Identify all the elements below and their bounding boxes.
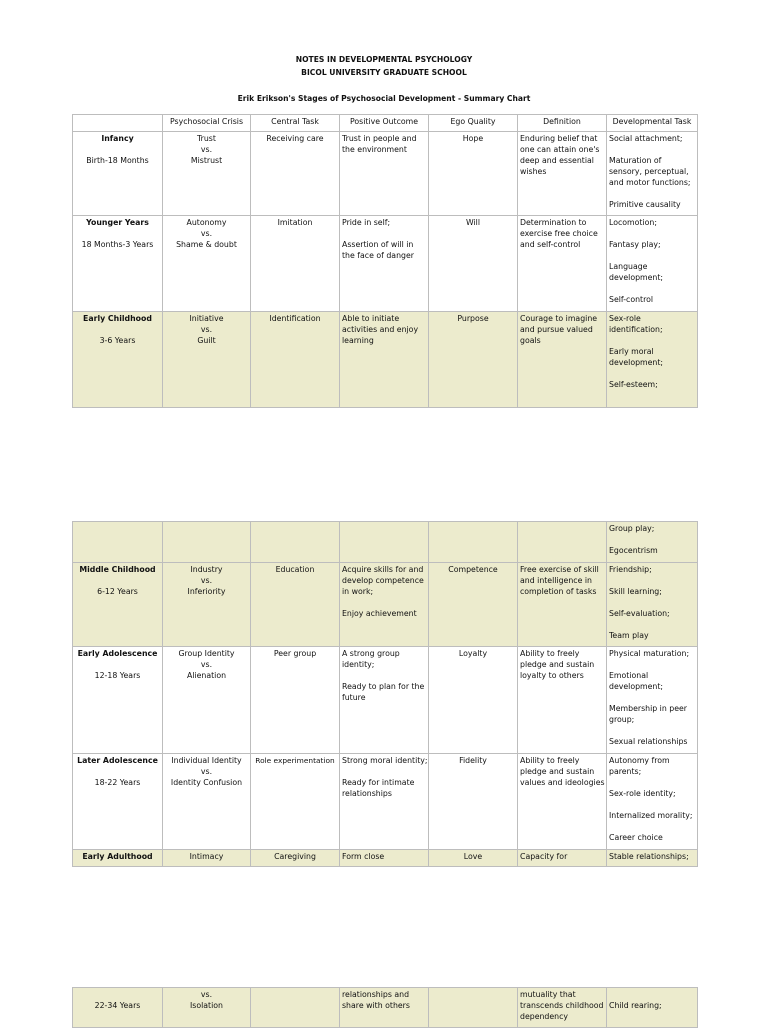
table-row [73,216,698,312]
developmental-task-cell [607,216,698,312]
crisis-positive: Industry [190,565,223,574]
crisis-cell [163,754,251,850]
crisis-cell: Intimacy [163,850,251,867]
task-line: Sexual relationships [609,737,688,746]
central-task-cell: Education [251,563,340,647]
outcome-line: Trust in people and [342,134,417,143]
definition-cell [518,988,607,1028]
developmental-task-cell [607,522,698,563]
stage-cell [73,647,163,754]
crisis-cell [163,216,251,312]
stage-cell [73,522,163,563]
crisis-vs: vs. [200,660,213,669]
ego-quality-cell [429,522,518,563]
outcome-line: Acquire skills for and [342,565,424,574]
crisis-vs: vs. [200,229,213,238]
table-row [73,132,698,216]
definition-line: and pursue valued [520,325,593,334]
ego-quality-cell: Competence [429,563,518,647]
outcome-cell [340,216,429,312]
stage-name: Early Adulthood [82,852,153,861]
stage-cell [73,754,163,850]
task-line: Self-control [609,295,654,304]
crisis-negative: Identity Confusion [170,778,243,787]
crisis-vs: vs. [200,767,213,776]
crisis-positive: Initiative [189,314,224,323]
outcome-cell [340,754,429,850]
definition-cell [518,563,607,647]
task-line: Primitive causality [609,200,681,209]
crisis-vs: vs. [200,990,213,999]
task-line: Maturation of [609,156,662,165]
table-row [73,563,698,647]
definition-line: values and ideologies [520,778,605,787]
definition-line: pledge and sustain [520,660,595,669]
definition-line: deep and essential [520,156,594,165]
central-task-cell: Imitation [251,216,340,312]
task-line: Emotional [609,671,649,680]
table-row-continued [73,522,698,563]
crisis-vs: vs. [200,325,213,334]
central-task-cell: Role experimentation [251,754,340,850]
crisis-cell [163,647,251,754]
task-line: Career choice [609,833,663,842]
definition-cell [518,754,607,850]
definition-line: wishes [520,167,547,176]
outcome-line: future [342,693,366,702]
definition-line: and self-control [520,240,581,249]
definition-line: Free exercise of skill [520,565,599,574]
definition-cell [518,522,607,563]
crisis-cell [163,563,251,647]
header-positive-outcome: Positive Outcome [340,115,429,132]
outcome-line: develop competence [342,576,424,585]
definition-line: one can attain one's [520,145,600,154]
definition-line: goals [520,336,541,345]
definition-line: exercise free choice [520,229,598,238]
central-task-cell: Peer group [251,647,340,754]
outcome-line: learning [342,336,374,345]
definition-line: dependency [520,1012,569,1021]
stage-age: 18-22 Years [94,778,141,787]
developmental-task-cell [607,312,698,408]
outcome-line: the face of danger [342,251,414,260]
crisis-negative: Guilt [197,336,216,345]
outcome-line: identity; [342,660,375,669]
outcome-cell [340,563,429,647]
task-line: Egocentrism [609,546,658,555]
outcome-cell [340,132,429,216]
outcome-cell [340,988,429,1028]
crisis-cell [163,312,251,408]
stage-name: Later Adolescence [77,756,158,765]
table-row [73,647,698,754]
crisis-vs: vs. [200,576,213,585]
stage-cell [73,216,163,312]
stage-age: 3-6 Years [99,336,136,345]
central-task-cell [251,522,340,563]
task-line: sensory, perceptual, [609,167,689,176]
outcome-line: Ready for intimate [342,778,415,787]
ego-quality-cell: Will [429,216,518,312]
crisis-negative: Inferiority [187,587,226,596]
task-line: Child rearing; [609,1001,662,1010]
crisis-cell [163,522,251,563]
task-line: identification; [609,325,663,334]
task-line: Team play [609,631,649,640]
task-line: development; [609,682,664,691]
erikson-table-part-2 [72,521,698,867]
header-definition: Definition [518,115,607,132]
task-line: Internalized morality; [609,811,693,820]
definition-line: mutuality that [520,990,576,999]
task-line: and motor functions; [609,178,691,187]
crisis-negative: Mistrust [190,156,223,165]
header-stage [73,115,163,132]
table-row [73,312,698,408]
developmental-task-cell [607,754,698,850]
task-line: development; [609,273,664,282]
erikson-table-part-1 [72,114,698,408]
task-line: Physical maturation; [609,649,690,658]
definition-line: transcends childhood [520,1001,604,1010]
crisis-vs: vs. [200,145,213,154]
outcome-line: A strong group [342,649,400,658]
outcome-line: relationships [342,789,392,798]
stage-name: Younger Years [86,218,149,227]
crisis-negative: Isolation [189,1001,223,1010]
stage-age: 12-18 Years [94,671,141,680]
central-task-cell [251,988,340,1028]
stage-age: Birth-18 Months [86,156,149,165]
outcome-line: the environment [342,145,407,154]
doc-title-line-1: NOTES IN DEVELOPMENTAL PSYCHOLOGY [295,55,473,64]
outcome-line: activities and enjoy [342,325,419,334]
outcome-line: Able to initiate [342,314,400,323]
central-task-cell: Identification [251,312,340,408]
developmental-task-cell: Stable relationships; [607,850,698,867]
definition-line: pledge and sustain [520,767,595,776]
task-line: Autonomy from [609,756,670,765]
crisis-negative: Shame & doubt [176,240,237,249]
stage-cell [73,988,163,1028]
task-line: Skill learning; [609,587,662,596]
definition-cell [518,132,607,216]
table-row [73,850,698,867]
table-row [73,754,698,850]
chart-title: Erik Erikson's Stages of Psychosocial Development - Summary Chart [237,94,531,103]
crisis-negative: Alienation [186,671,227,680]
stage-cell [73,312,163,408]
stage-name: Early Adolescence [77,649,158,658]
outcome-line: relationships and [342,990,410,999]
outcome-cell [340,522,429,563]
table-header-row [73,115,698,132]
task-line: Sex-role [609,314,641,323]
outcome-line: Assertion of will in [342,240,414,249]
definition-line: Ability to freely [520,649,580,658]
crisis-positive: Trust [197,134,216,143]
ego-quality-cell: Love [429,850,518,867]
definition-cell [518,647,607,754]
definition-line: Enduring belief that [520,134,598,143]
stage-name: Early Childhood [83,314,152,323]
doc-title-line-2: BICOL UNIVERSITY GRADUATE SCHOOL [301,68,467,77]
definition-cell: Capacity for [518,850,607,867]
outcome-cell [340,312,429,408]
definition-line: loyalty to others [520,671,584,680]
ego-quality-cell: Fidelity [429,754,518,850]
outcome-cell [340,647,429,754]
stage-age: 18 Months-3 Years [81,240,154,249]
task-line: Membership in peer [609,704,688,713]
task-line: Group play; [609,524,655,533]
stage-cell [73,132,163,216]
header-crisis: Psychosocial Crisis [163,115,251,132]
task-line: Fantasy play; [609,240,661,249]
central-task-cell: Receiving care [251,132,340,216]
task-line: Self-esteem; [609,380,658,389]
stage-age: 22-34 Years [94,1001,141,1010]
task-line: development; [609,358,664,367]
central-task-cell: Caregiving [251,850,340,867]
definition-line: Ability to freely [520,756,580,765]
crisis-positive: Group Identity [178,649,235,658]
header-ego-quality: Ego Quality [429,115,518,132]
task-line: Sex-role identity; [609,789,676,798]
task-line: Locomotion; [609,218,657,227]
stage-age: 6-12 Years [97,587,138,596]
developmental-task-cell [607,988,698,1028]
erikson-table-part-3 [72,987,698,1028]
outcome-line: Enjoy achievement [342,609,417,618]
outcome-line: in work; [342,587,374,596]
crisis-positive: Individual Identity [171,756,242,765]
stage-cell [73,563,163,647]
ego-quality-cell: Purpose [429,312,518,408]
crisis-cell [163,132,251,216]
definition-line: Determination to [520,218,587,227]
header-developmental-task: Developmental Task [607,115,698,132]
developmental-task-cell [607,563,698,647]
stage-cell [73,850,163,867]
definition-cell [518,312,607,408]
outcome-line: Pride in self; [342,218,391,227]
table-row [73,988,698,1028]
task-line: Friendship; [609,565,652,574]
header-central-task: Central Task [251,115,340,132]
definition-line: Courage to imagine [520,314,598,323]
definition-line: and intelligence in [520,576,592,585]
outcome-cell: Form close [340,850,429,867]
task-line: Self-evaluation; [609,609,670,618]
definition-line: completion of tasks [520,587,597,596]
ego-quality-cell [429,988,518,1028]
stage-name: Middle Childhood [79,565,156,574]
task-line: group; [609,715,635,724]
crisis-cell [163,988,251,1028]
outcome-line: Ready to plan for the [342,682,425,691]
outcome-line: Strong moral identity; [342,756,428,765]
task-line: Social attachment; [609,134,683,143]
task-line: parents; [609,767,642,776]
stage-name: Infancy [101,134,134,143]
crisis-positive: Autonomy [186,218,227,227]
ego-quality-cell: Hope [429,132,518,216]
task-line: Early moral [609,347,654,356]
ego-quality-cell: Loyalty [429,647,518,754]
developmental-task-cell [607,132,698,216]
definition-cell [518,216,607,312]
developmental-task-cell [607,647,698,754]
outcome-line: share with others [342,1001,410,1010]
task-line: Language [609,262,648,271]
